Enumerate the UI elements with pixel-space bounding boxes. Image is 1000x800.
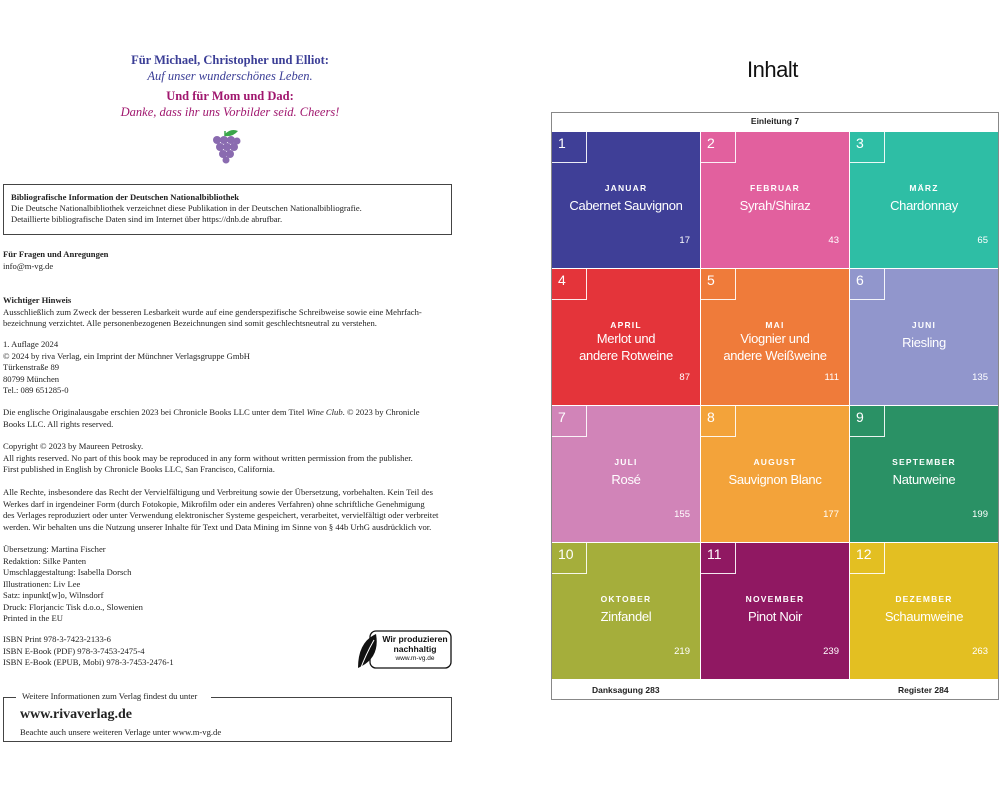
contact-heading: Für Fragen und Anregungen: [3, 249, 109, 259]
website-url-link[interactable]: www.rivaverlag.de: [20, 707, 132, 722]
chapter-number: 5: [707, 272, 715, 288]
contact-email: info@m-vg.de: [3, 260, 54, 271]
chapter-number: 7: [558, 409, 566, 425]
chapter-page: 43: [828, 235, 839, 246]
chapter-page: 111: [824, 372, 839, 383]
toc-index[interactable]: Register 284: [898, 685, 949, 695]
original-text-a: Die englische Originalausgabe erschien 2023 bei Chronicle Books LLC unter dem Titel: [3, 407, 307, 417]
chapter-month: JUNI: [911, 320, 937, 330]
chapter-tile-2[interactable]: [701, 132, 849, 268]
chapter-tile-7[interactable]: [552, 406, 700, 542]
chapter-number: 9: [856, 409, 864, 425]
toc-title: Inhalt: [747, 57, 798, 82]
grape-icon: [211, 128, 241, 164]
chapter-number: 2: [707, 135, 715, 151]
bibliographic-info-box: [3, 184, 452, 235]
biblio-heading: Bibliografische Information der Deutschen Nationalbibliothek: [11, 192, 240, 202]
credits-block: [3, 544, 458, 625]
chapter-tile-8[interactable]: [701, 406, 849, 542]
chapter-wine: Naturweine: [892, 472, 956, 487]
credit-line: Redaktion: Silke Panten: [3, 555, 87, 566]
credit-line: Druck: Florjancic Tisk d.o.o., Slowenien: [3, 601, 143, 612]
toc-introduction[interactable]: Einleitung 7: [750, 116, 800, 126]
original-title: Wine Club: [306, 407, 343, 417]
isbn-line: ISBN E-Book (EPUB, Mobi) 978-3-7453-2476-1: [3, 657, 174, 667]
chapter-month: JANUAR: [604, 183, 648, 193]
box-border-left: [4, 697, 16, 698]
chapter-page: 199: [972, 509, 988, 520]
chapter-tile-5[interactable]: [701, 269, 849, 405]
chapter-wine: Pinot Noir: [747, 609, 803, 624]
left-page: [0, 0, 470, 800]
chapter-month: AUGUST: [753, 457, 797, 467]
toc-acknowledgements[interactable]: Danksagung 283: [592, 685, 660, 695]
edition-line: 80799 München: [3, 373, 60, 384]
publisher-website-box: [3, 691, 452, 742]
eco-line-2: nachhaltig: [393, 644, 437, 654]
chapter-month: MAI: [765, 320, 785, 330]
chapter-tile-6[interactable]: [850, 269, 998, 405]
chapter-wine: Merlot und andere Rotweine: [579, 331, 673, 363]
edition-line: 1. Auflage 2024: [3, 339, 59, 349]
sustainability-text: [378, 634, 452, 664]
chapter-wine: Viognier und andere Weißweine: [723, 331, 827, 363]
credit-line: Übersetzung: Martina Fischer: [3, 544, 106, 554]
original-line-2: Books LLC. All rights reserved.: [3, 418, 114, 429]
chapter-page: 155: [674, 509, 690, 520]
dedication: [0, 52, 460, 120]
credit-line: Umschlaggestaltung: Isabella Dorsch: [3, 567, 132, 577]
isbn-line: ISBN Print 978-3-7423-2133-6: [3, 634, 111, 644]
chapter-page: 263: [972, 646, 988, 657]
edition-block: [3, 339, 458, 397]
chapter-wine: Cabernet Sauvignon: [569, 198, 683, 213]
chapter-page: 219: [674, 646, 690, 657]
chapter-month: JULI: [614, 457, 638, 467]
chapter-wine: Riesling: [902, 335, 946, 350]
isbn-line: ISBN E-Book (PDF) 978-3-7453-2475-4: [3, 645, 145, 656]
biblio-line-1: Die Deutsche Nationalbibliothek verzeichnet diese Publikation in der Deutschen Nationalbibliografie.: [11, 203, 362, 213]
sustainability-badge: [356, 630, 452, 672]
notice-line-2: bezeichnung verzichtet. Alle personenbezogenen Bezeichnungen sind somit geschlechtsneutral zu verstehen.: [3, 318, 377, 328]
notice-block: [3, 295, 458, 330]
chapter-number: 10: [558, 546, 574, 562]
website-caption: Weitere Informationen zum Verlag findest du unter: [19, 691, 200, 701]
copyright-line: All rights reserved. No part of this book may be reproduced in any form without written permission from the publisher.: [3, 452, 413, 463]
chapter-tile-3[interactable]: [850, 132, 998, 268]
rights-block: [3, 487, 458, 533]
chapter-wine: Zinfandel: [600, 609, 652, 624]
chapter-page: 65: [977, 235, 988, 246]
original-line-1: [3, 407, 458, 419]
dedication-line-4: Danke, dass ihr uns Vorbilder seid. Cheers!: [120, 105, 340, 119]
chapter-number: 6: [856, 272, 864, 288]
edition-line: © 2024 by riva Verlag, ein Imprint der Münchner Verlagsgruppe GmbH: [3, 350, 251, 361]
biblio-line-2: Detaillierte bibliografische Daten sind im Internet über https://dnb.de abrufbar.: [11, 214, 283, 224]
chapter-month: OKTOBER: [600, 594, 652, 604]
copyright-block: [3, 441, 458, 476]
chapter-month: NOVEMBER: [745, 594, 805, 604]
eco-line-1: Wir produzieren: [382, 634, 448, 644]
copyright-line: First published in English by Chronicle Books LLC, San Francisco, California.: [3, 464, 275, 474]
chapter-wine: Chardonnay: [890, 198, 958, 213]
original-edition-block: [3, 407, 458, 430]
rights-line: werden. Wir behalten uns die Nutzung unserer Inhalte für Text und Data Mining im Sinne von § 44b UrhG ausdrücklich vor.: [3, 521, 432, 532]
eco-line-3: www.m-vg.de: [395, 655, 435, 662]
dedication-line-1: Für Michael, Christopher und Elliot:: [131, 53, 329, 67]
edition-line: Türkenstraße 89: [3, 362, 60, 372]
copyright-line: Copyright © 2023 by Maureen Petrosky.: [3, 441, 144, 451]
chapter-tile-12[interactable]: [850, 543, 998, 679]
notice-line-1: Ausschließlich zum Zweck der besseren Lesbarkeit wurde auf eine genderspezifische Schreibweise sowie eine Mehrfach-: [3, 306, 422, 317]
rights-line: Alle Rechte, insbesondere das Recht der Vervielfältigung und Verbreitung sowie der Übersetzung, vorbehalten. Kein Teil des: [3, 487, 433, 497]
chapter-wine: Rosé: [611, 472, 641, 487]
notice-heading: Wichtiger Hinweis: [3, 295, 72, 305]
chapter-number: 1: [558, 135, 566, 151]
box-border-right: [211, 697, 451, 698]
chapter-month: FEBRUAR: [750, 183, 800, 193]
chapter-page: 87: [679, 372, 690, 383]
chapter-wine: Schaumweine: [884, 609, 964, 624]
rights-line: des Verlages reproduziert oder unter Verwendung elektronischer Systeme gespeichert, verarbeitet, vervielfältigt oder verbreitet: [3, 510, 439, 520]
chapter-tile-4[interactable]: [552, 269, 700, 405]
chapter-number: 12: [856, 546, 872, 562]
chapter-number: 3: [856, 135, 864, 151]
contact-block: [3, 249, 458, 272]
website-note: Beachte auch unsere weiteren Verlage unter www.m-vg.de: [20, 727, 222, 737]
credit-line: Illustrationen: Liv Lee: [3, 578, 81, 589]
right-page: [520, 0, 1000, 800]
rights-line: Werkes darf in irgendeiner Form (durch Fotokopie, Mikrofilm oder ein anderes Verfahren) ohne schriftliche Genehmigung: [3, 498, 425, 509]
chapter-page: 239: [823, 646, 839, 657]
original-text-b: . © 2023 by Chronicle: [342, 407, 420, 417]
chapter-wine: Sauvignon Blanc: [728, 472, 822, 487]
credit-line: Satz: inpunkt[w]o, Wilnsdorf: [3, 590, 104, 600]
chapter-tile-1[interactable]: [552, 132, 700, 268]
chapter-page: 177: [823, 509, 839, 520]
chapter-page: 135: [972, 372, 988, 383]
chapter-tile-10[interactable]: [552, 543, 700, 679]
chapter-wine: Syrah/Shiraz: [739, 198, 811, 213]
dedication-line-3: Und für Mom und Dad:: [166, 89, 294, 103]
credit-line: Printed in the EU: [3, 613, 63, 623]
chapter-month: APRIL: [610, 320, 642, 330]
chapter-page: 17: [679, 235, 690, 246]
chapter-tile-9[interactable]: [850, 406, 998, 542]
dedication-line-2: Auf unser wunderschönes Leben.: [147, 69, 313, 83]
chapter-number: 8: [707, 409, 715, 425]
isbn-block: [3, 634, 343, 669]
edition-line: Tel.: 089 651285-0: [3, 385, 69, 395]
chapter-number: 4: [558, 272, 566, 288]
chapter-month: MÄRZ: [909, 183, 939, 193]
toc-frame: [551, 112, 999, 700]
chapter-number: 11: [707, 546, 722, 562]
chapter-month: SEPTEMBER: [892, 457, 956, 467]
chapter-tile-11[interactable]: [701, 543, 849, 679]
chapter-month: DEZEMBER: [895, 594, 953, 604]
